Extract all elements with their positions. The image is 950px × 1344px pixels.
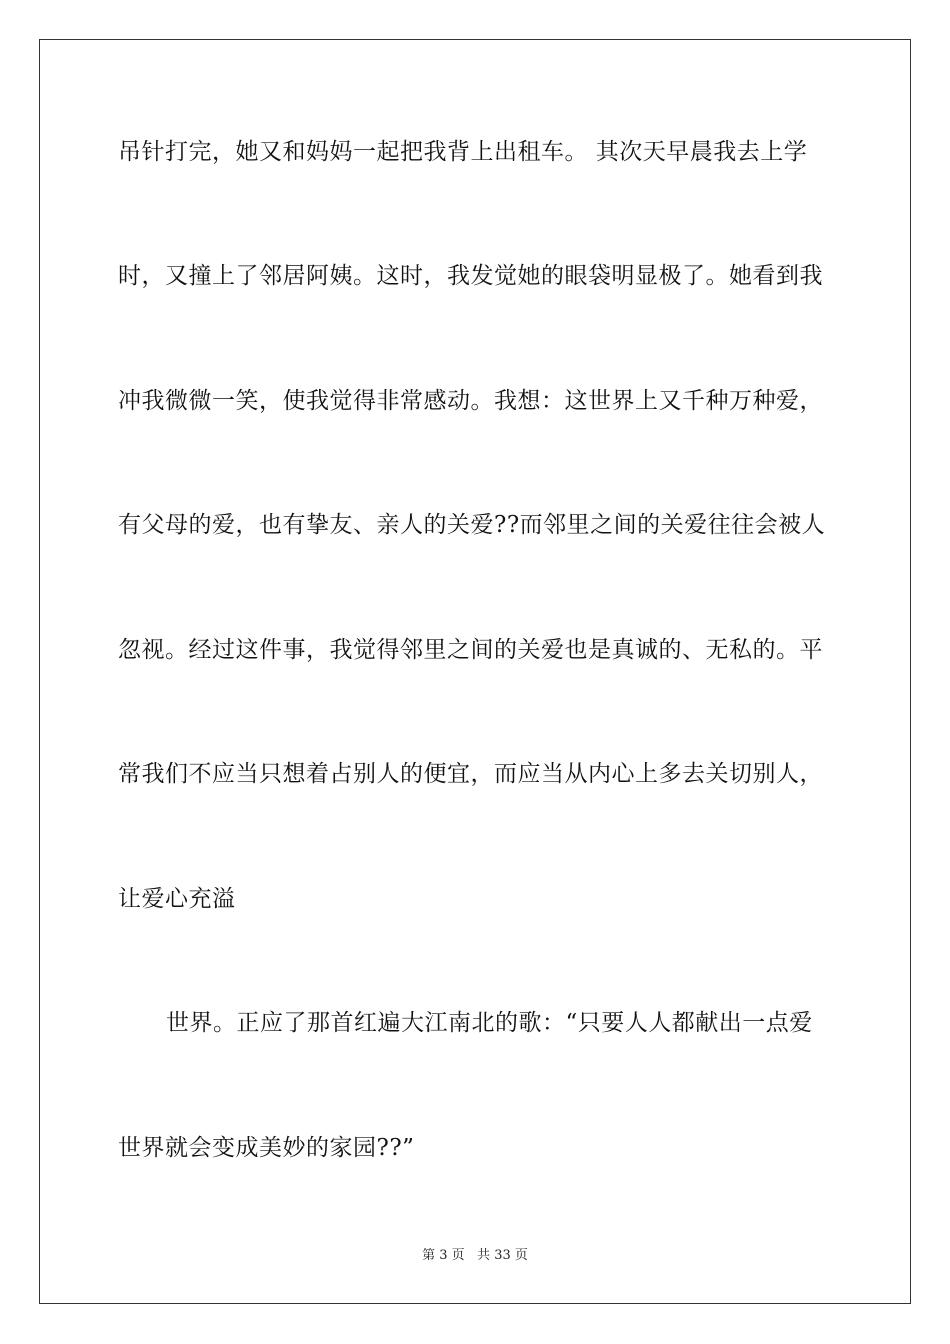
text-line: 冲我微微一笑，使我觉得非常感动。我想：这世界上又千种万种爱，	[118, 388, 823, 414]
page-number: 第 3 页 共 33 页	[422, 1248, 528, 1263]
text-line: 忽视。经过这件事，我觉得邻里之间的关爱也是真诚的、无私的。平	[118, 637, 823, 663]
text-line: 让爱心充溢	[118, 886, 236, 912]
text-line: 常我们不应当只想着占别人的便宜，而应当从内心上多去关切别人，	[118, 761, 823, 787]
page-border	[39, 39, 911, 1304]
page-footer	[0, 1247, 950, 1265]
text-line: 吊针打完，她又和妈妈一起把我背上出租车。 其次天早晨我去上学	[118, 139, 808, 165]
paragraph-indented-line: 世界。正应了那首红遍大江南北的歌：“只要人人都献出一点爱	[166, 1010, 813, 1036]
text-line: 世界就会变成美妙的家园??”	[118, 1135, 415, 1161]
text-line: 时，又撞上了邻居阿姨。这时，我发觉她的眼袋明显极了。她看到我	[118, 263, 823, 289]
text-line: 有父母的爱，也有挚友、亲人的关爱??而邻里之间的关爱往往会被人	[118, 512, 826, 538]
